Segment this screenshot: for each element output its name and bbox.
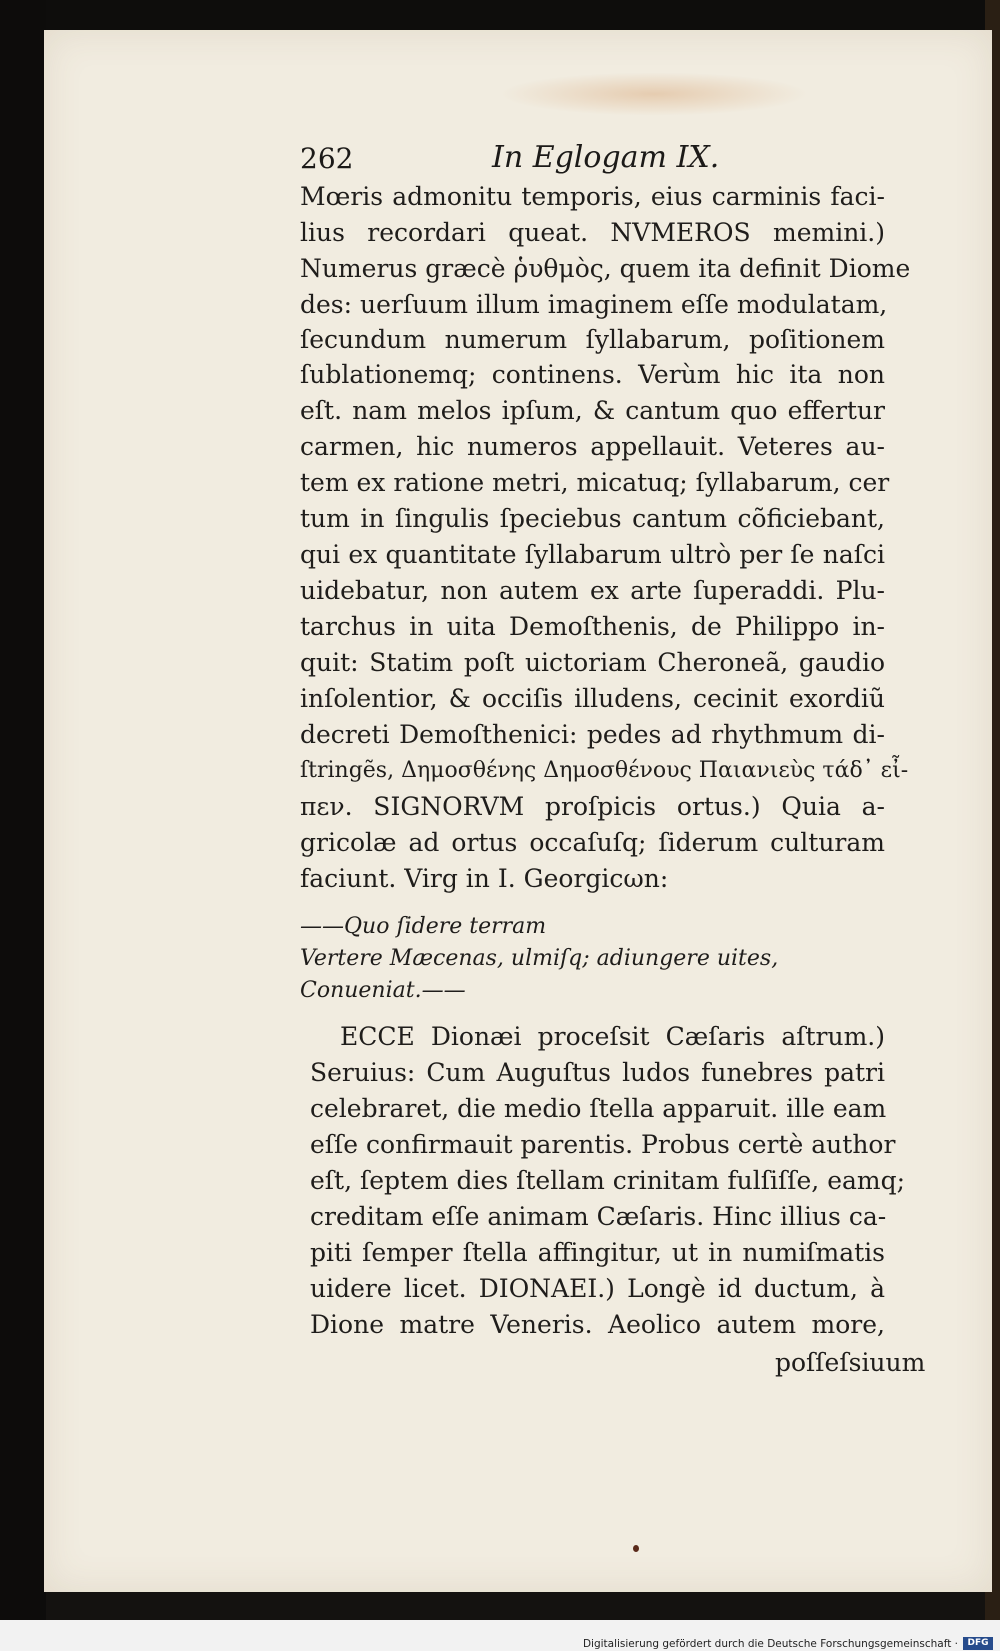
text-line: Numerus græcè ῥυθμὸς, quem ita definit Diome xyxy=(300,254,911,283)
verse-line: Vertere Mæcenas, ulmiſq; adiungere uites, xyxy=(300,946,779,971)
page-header xyxy=(300,140,770,180)
text-line: uidebatur, non autem ex arte ſuperaddi. Plu- xyxy=(300,576,885,605)
text-line: tarchus in uita Demoſthenis, de Philippo in- xyxy=(300,612,885,641)
text-line: eſt, ſeptem dies ſtellam crinitam fulſiſſe, eamq; xyxy=(310,1166,906,1195)
text-line: des: uerſuum illum imaginem eſſe modulatam, xyxy=(300,290,888,319)
footer-credit: Digitalisierung gefördert durch die Deutsche Forschungsgemeinschaft · xyxy=(582,1638,958,1650)
text-line-greek: ſtringẽs, Δημοσθένης Δημοσθένους Παιανιεὺς τάδ᾽ εἶ- xyxy=(300,758,909,783)
text-line: Seruius: Cum Auguſtus ludos funebres patri xyxy=(310,1058,885,1087)
text-line: qui ex quantitate ſyllabarum ultrò per ſe naſci xyxy=(300,540,885,569)
text-line: eſt. nam melos ipſum, & cantum quo effertur xyxy=(300,396,885,425)
catchword: poſſeſsiuum xyxy=(775,1348,926,1377)
text-line: tem ex ratione metri, micatuq; ſyllabarum, cer xyxy=(300,468,890,497)
text-line: eſſe confirmauit parentis. Probus certè author xyxy=(310,1130,896,1159)
text-line: celebraret, die medio ſtella apparuit. ille eam xyxy=(310,1094,887,1123)
text-line: faciunt. Virg in I. Georgicωn: xyxy=(300,864,669,893)
text-line: quit: Statim poſt uictoriam Cheroneã, gaudio xyxy=(300,648,885,677)
page-stain xyxy=(499,72,809,116)
verse-line: ——Quo ſidere terram xyxy=(300,914,547,939)
text-line: creditam eſſe animam Cæſaris. Hinc illius ca- xyxy=(310,1202,887,1231)
text-line: lius recordari queat. NVMEROS memini.) xyxy=(300,218,885,247)
page-number: 262 xyxy=(300,142,354,175)
verse-line: Conueniat.—— xyxy=(300,978,466,1003)
text-line: ſecundum numerum ſyllabarum, poſitionem xyxy=(300,325,885,354)
scan-border-top xyxy=(0,0,1000,30)
ink-dot xyxy=(633,1545,639,1552)
text-line: gricolæ ad ortus occaſuſq; ſiderum culturam xyxy=(300,828,885,857)
text-line: inſolentior, & occiſis illudens, cecinit exordiũ xyxy=(300,684,885,713)
text-line: Dione matre Veneris. Aeolico autem more, xyxy=(310,1310,885,1339)
dfg-logo: DFG xyxy=(963,1637,993,1650)
text-line: piti ſemper ſtella affingitur, ut in numiſmatis xyxy=(310,1238,885,1267)
running-title: In Eglogam IX. xyxy=(492,140,720,175)
text-line: πεν. SIGNORVM proſpicis ortus.) Quia a- xyxy=(300,792,885,821)
text-line: uidere licet. DIONAEI.) Longè id ductum, à xyxy=(310,1274,885,1303)
text-line: Mœris admonitu temporis, eius carminis faci- xyxy=(300,182,885,211)
text-line: tum in ſingulis ſpeciebus cantum cõficiebant, xyxy=(300,504,885,533)
scan-border-left xyxy=(0,0,46,1651)
text-line: decreti Demoſthenici: pedes ad rhythmum di- xyxy=(300,720,885,749)
text-line: carmen, hic numeros appellauit. Veteres au- xyxy=(300,432,885,461)
text-line: ECCE Dionæi proceſsit Cæſaris aſtrum.) xyxy=(340,1022,885,1051)
text-line: ſublationemq; continens. Verùm hic ita non xyxy=(300,360,885,389)
